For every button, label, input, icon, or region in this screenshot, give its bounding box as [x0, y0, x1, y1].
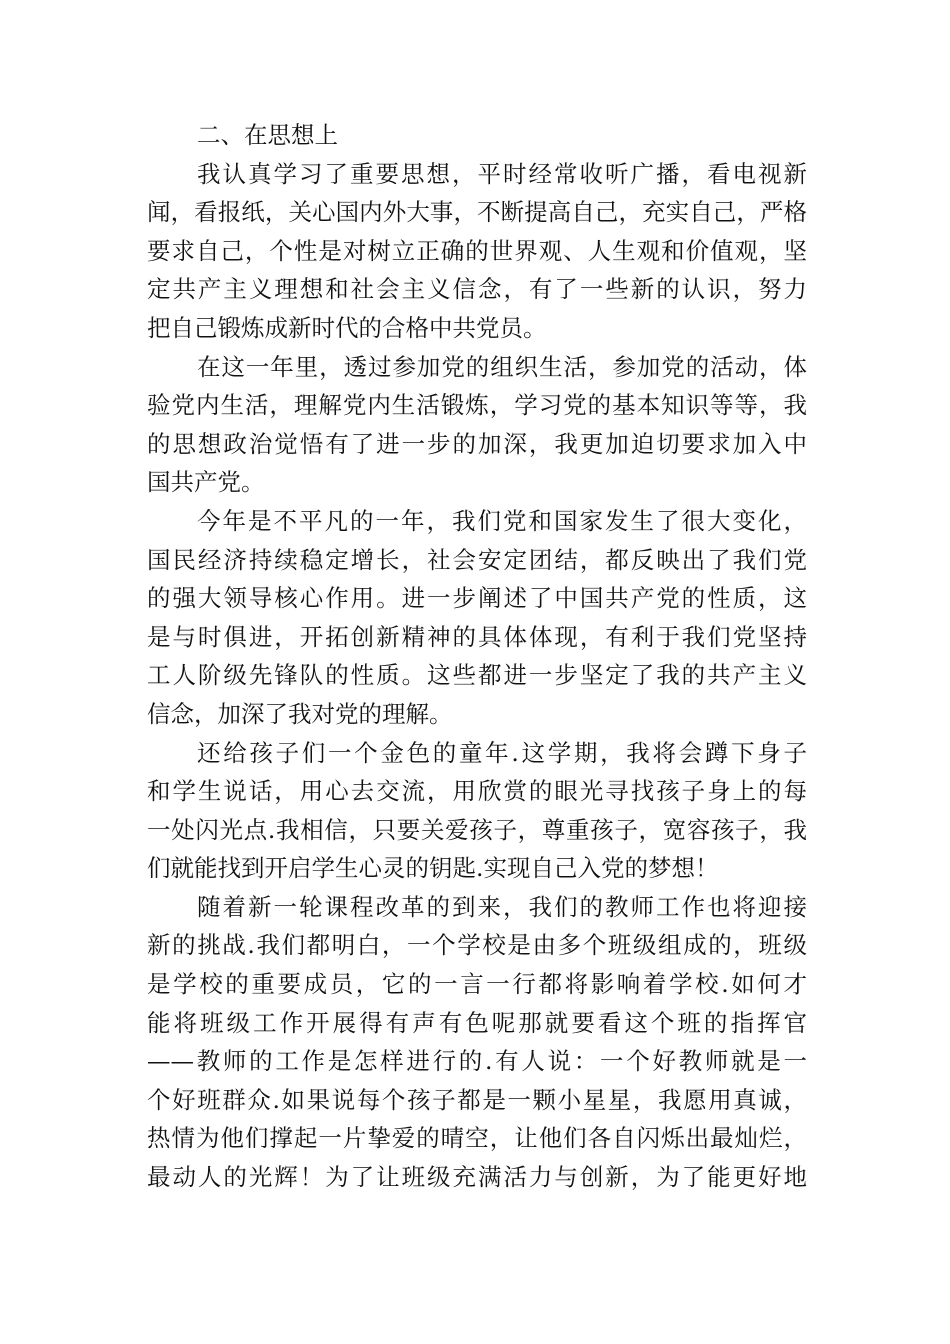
- paragraph-line: 国共产党。: [147, 468, 265, 497]
- paragraph-line: 最动人的光辉！为了让班级充满活力与创新，为了能更好地: [147, 1163, 807, 1192]
- paragraph-line: 把自己锻炼成新时代的合格中共党员。: [147, 313, 547, 342]
- section-heading: 二、在思想上: [197, 121, 338, 149]
- paragraph-line: 要求自己，个性是对树立正确的世界观、人生观和价值观，坚: [147, 236, 807, 265]
- paragraph-line: 随着新一轮课程改革的到来，我们的教师工作也将迎接: [197, 892, 807, 921]
- paragraph-line: 我认真学习了重要思想，平时经常收听广播，看电视新: [197, 159, 807, 188]
- paragraph-line: 在这一年里，透过参加党的组织生活，参加党的活动，体: [197, 352, 807, 381]
- paragraph-line: 工人阶级先锋队的性质。这些都进一步坚定了我的共产主义: [147, 661, 807, 690]
- paragraph-line: 们就能找到开启学生心灵的钥匙.实现自己入党的梦想！: [147, 854, 719, 883]
- paragraph-4: [147, 734, 807, 888]
- paragraph-line: ——教师的工作是怎样进行的.有人说：一个好教师就是一: [147, 1047, 807, 1076]
- paragraph-line: 验党内生活，理解党内生活锻炼，学习党的基本知识等等，我: [147, 391, 807, 420]
- paragraph-line: 个好班群众.如果说每个孩子都是一颗小星星，我愿用真诚，: [147, 1085, 807, 1114]
- paragraph-2: [147, 348, 807, 502]
- paragraph-5: [147, 888, 807, 1197]
- paragraph-1: [147, 155, 807, 348]
- paragraph-line: 定共产主义理想和社会主义信念，有了一些新的认识，努力: [147, 275, 807, 304]
- paragraph-line: 热情为他们撑起一片挚爱的晴空，让他们各自闪烁出最灿烂，: [147, 1124, 807, 1153]
- paragraph-line: 能将班级工作开展得有声有色呢那就要看这个班的指挥官: [147, 1008, 807, 1037]
- paragraph-line: 是学校的重要成员，它的一言一行都将影响着学校.如何才: [147, 970, 807, 999]
- paragraph-line: 和学生说话，用心去交流，用欣赏的眼光寻找孩子身上的每: [147, 777, 807, 806]
- paragraph-line: 的强大领导核心作用。进一步阐述了中国共产党的性质，这: [147, 584, 807, 613]
- paragraph-line: 信念，加深了我对党的理解。: [147, 699, 453, 728]
- paragraph-line: 今年是不平凡的一年，我们党和国家发生了很大变化，: [197, 506, 807, 535]
- paragraph-line: 还给孩子们一个金色的童年.这学期，我将会蹲下身子: [197, 738, 807, 767]
- paragraph-line: 国民经济持续稳定增长，社会安定团结，都反映出了我们党: [147, 545, 807, 574]
- paragraph-line: 是与时俱进，开拓创新精神的具体体现，有利于我们党坚持: [147, 622, 807, 651]
- paragraph-line: 闻，看报纸，关心国内外大事，不断提高自己，充实自己，严格: [147, 198, 807, 227]
- paragraph-line: 新的挑战.我们都明白，一个学校是由多个班级组成的，班级: [147, 931, 807, 960]
- paragraph-3: [147, 502, 807, 734]
- document-body: [147, 116, 807, 1197]
- paragraph-line: 的思想政治觉悟有了进一步的加深，我更加迫切要求加入中: [147, 429, 807, 458]
- paragraph-line: 一处闪光点.我相信，只要关爱孩子，尊重孩子，宽容孩子，我: [147, 815, 807, 844]
